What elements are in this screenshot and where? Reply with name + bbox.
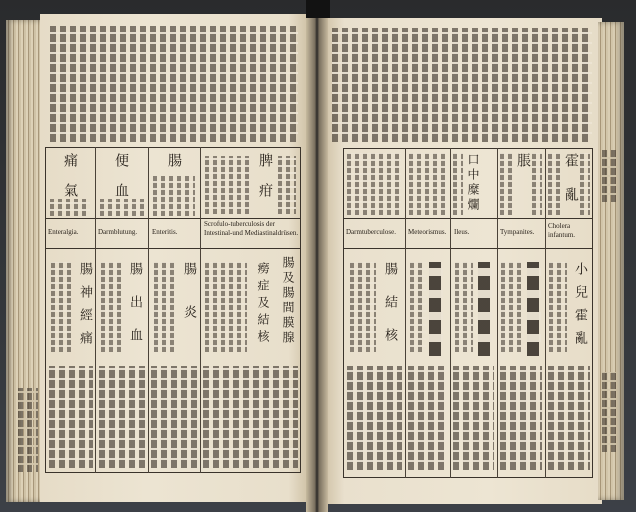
entry-header: 痛 — [62, 153, 78, 167]
right-table-column-divider — [497, 148, 498, 478]
entry-body-text — [99, 366, 145, 468]
reading-kana — [153, 176, 195, 216]
right-table-row-divider — [343, 218, 593, 219]
entry-header-sub: 疳 — [257, 183, 273, 197]
left-table-row-divider — [45, 218, 301, 219]
entry-heading: 腸神經痛 — [77, 262, 92, 354]
german-term: Ileus. — [454, 228, 470, 236]
entry-header-text — [453, 153, 463, 215]
reading-kana — [278, 156, 296, 214]
entry-synonyms — [205, 262, 247, 352]
entry-header: 腸 — [166, 153, 182, 167]
right-table-column-divider — [405, 148, 406, 478]
entry-heading-print — [478, 262, 492, 356]
german-term: Darmtuberculose. — [346, 228, 396, 236]
left-table-column-divider — [95, 147, 96, 473]
binding-clip — [306, 0, 330, 18]
entry-header: 口中糜爛 — [466, 153, 480, 213]
entry-header-sub: 氣 — [62, 183, 78, 197]
reading-kana — [100, 199, 144, 216]
entry-body-text — [453, 366, 494, 470]
entry-header-sub: 血 — [113, 183, 129, 197]
entry-header: 脾 — [257, 153, 273, 167]
german-term: Scrofulo-tuberculosis der Intestinal-und Mediastinaldrüsen. — [204, 220, 299, 237]
entry-synonyms — [154, 262, 174, 352]
entry-body-text — [49, 366, 93, 468]
entry-heading: 腸出血 — [127, 262, 142, 361]
reading-kana — [50, 199, 90, 216]
german-term: Enteralgia. — [48, 228, 79, 236]
entry-synonyms — [51, 262, 71, 352]
left-table-row-divider — [45, 248, 301, 249]
left-top-text-block — [50, 26, 298, 142]
entry-header-sub: 亂 — [563, 187, 579, 201]
left-edge-index-text — [18, 388, 38, 472]
german-term: Tympanites. — [500, 228, 535, 236]
entry-synonyms — [101, 262, 121, 352]
german-term: Cholera infantum. — [548, 222, 576, 239]
entry-body-text — [347, 366, 402, 470]
entry-body-text — [151, 366, 197, 468]
book-spine — [306, 0, 328, 512]
entry-body-text — [408, 366, 448, 470]
right-top-text-block — [332, 28, 592, 142]
right-table-column-divider — [450, 148, 451, 478]
entry-synonyms — [455, 262, 473, 352]
german-term: Meteorismus. — [408, 228, 447, 236]
entry-header-text — [548, 153, 560, 215]
german-term: Darmblutung. — [98, 228, 138, 236]
entry-synonyms — [501, 262, 521, 352]
left-table-column-divider — [148, 147, 149, 473]
entry-synonyms — [410, 262, 426, 352]
entry-header-text — [532, 153, 542, 215]
entry-heading-print — [527, 262, 541, 356]
entry-header-text — [347, 153, 401, 215]
entry-synonyms — [549, 262, 567, 352]
right-edge-index-text-lower — [602, 372, 616, 452]
entry-header: 脹 — [515, 153, 531, 167]
entry-body-text — [203, 366, 298, 468]
entry-heading: 小兒霍亂 — [572, 262, 587, 354]
entry-heading-second-line: 癆症及結核 — [256, 262, 270, 347]
entry-heading: 腸及腸間膜腺 — [281, 256, 295, 346]
entry-heading-print — [429, 262, 443, 356]
right-edge-index-text — [602, 150, 616, 202]
entry-heading: 腸炎 — [181, 262, 196, 348]
entry-body-text — [548, 366, 590, 470]
entry-header: 便 — [113, 153, 129, 167]
entry-heading: 腸結核 — [382, 262, 397, 361]
entry-header-text — [409, 153, 447, 215]
entry-header-text — [500, 153, 512, 215]
entry-header-text — [580, 153, 590, 215]
german-term: Enteritis. — [152, 228, 178, 236]
reading-kana — [205, 156, 249, 214]
right-table-row-divider — [343, 248, 593, 249]
right-table-column-divider — [545, 148, 546, 478]
left-table-column-divider — [200, 147, 201, 473]
entry-body-text — [500, 366, 542, 470]
entry-header: 霍 — [563, 153, 579, 167]
entry-synonyms — [350, 262, 376, 352]
